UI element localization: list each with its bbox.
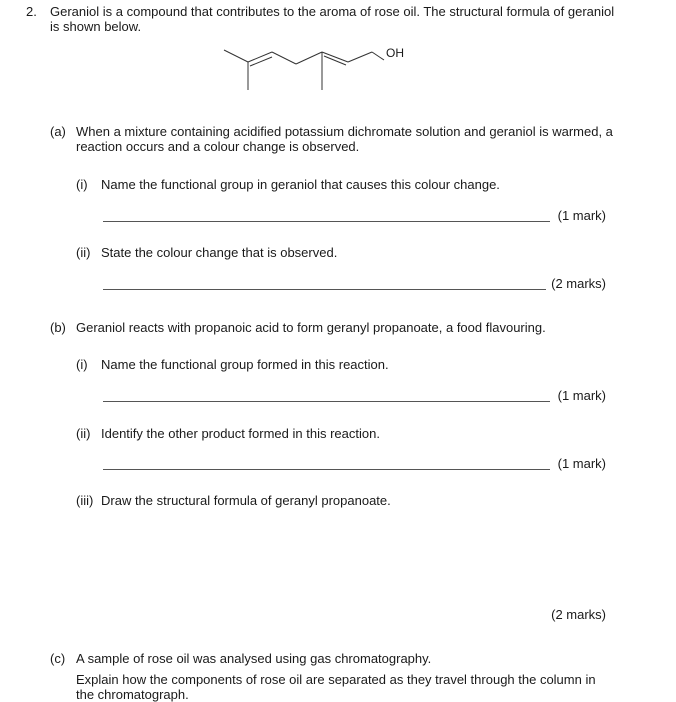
part-b-ii-label: (ii) — [76, 426, 91, 441]
part-c-label: (c) — [50, 651, 66, 666]
answer-line-b-ii[interactable] — [103, 469, 550, 470]
marks-a-i: (1 mark) — [557, 208, 606, 223]
hydroxyl-label: OH — [386, 46, 404, 60]
part-b-i-text: Name the functional group formed in this reaction. — [101, 357, 389, 372]
marks-b-iii: (2 marks) — [551, 607, 606, 622]
answer-line-b-i[interactable] — [103, 401, 550, 402]
marks-b-ii: (1 mark) — [557, 456, 606, 471]
part-a-text-line1: When a mixture containing acidified potassium dichromate solution and geraniol is warmed, a — [76, 124, 613, 139]
part-b-i-label: (i) — [76, 357, 88, 372]
bond — [348, 52, 372, 62]
answer-line-a-ii[interactable] — [103, 289, 546, 290]
part-b-iii-label: (iii) — [76, 493, 94, 508]
double-bond — [250, 57, 272, 66]
marks-b-i: (1 mark) — [557, 388, 606, 403]
geraniol-structure — [220, 40, 420, 100]
part-b-text: Geraniol reacts with propanoic acid to form geranyl propanoate, a food flavouring. — [76, 320, 546, 335]
drawing-area[interactable] — [101, 512, 601, 598]
part-b-label: (b) — [50, 320, 66, 335]
part-a-text-line2: reaction occurs and a colour change is observed. — [76, 139, 360, 154]
bond — [296, 52, 322, 64]
bond — [224, 50, 248, 62]
question-intro-line2: is shown below. — [50, 19, 142, 34]
question-intro-line1: Geraniol is a compound that contributes to the aroma of rose oil. The structural formula of geraniol — [50, 4, 615, 19]
part-a-ii-label: (ii) — [76, 245, 91, 260]
bond — [372, 52, 384, 60]
part-a-i-text: Name the functional group in geraniol that causes this colour change. — [101, 177, 500, 192]
part-b-ii-text: Identify the other product formed in this reaction. — [101, 426, 380, 441]
part-a-i-label: (i) — [76, 177, 88, 192]
part-c-explain-line1: Explain how the components of rose oil are separated as they travel through the column in — [76, 672, 596, 687]
question-number: 2. — [26, 4, 37, 19]
answer-line-a-i[interactable] — [103, 221, 550, 222]
marks-a-ii: (2 marks) — [551, 276, 606, 291]
bond — [272, 52, 296, 64]
part-a-label: (a) — [50, 124, 66, 139]
part-c-explain-line2: the chromatograph. — [76, 687, 189, 702]
part-c-text: A sample of rose oil was analysed using gas chromatography. — [76, 651, 432, 666]
bond — [248, 52, 272, 62]
part-b-iii-text: Draw the structural formula of geranyl propanoate. — [101, 493, 391, 508]
part-a-ii-text: State the colour change that is observed. — [101, 245, 338, 260]
